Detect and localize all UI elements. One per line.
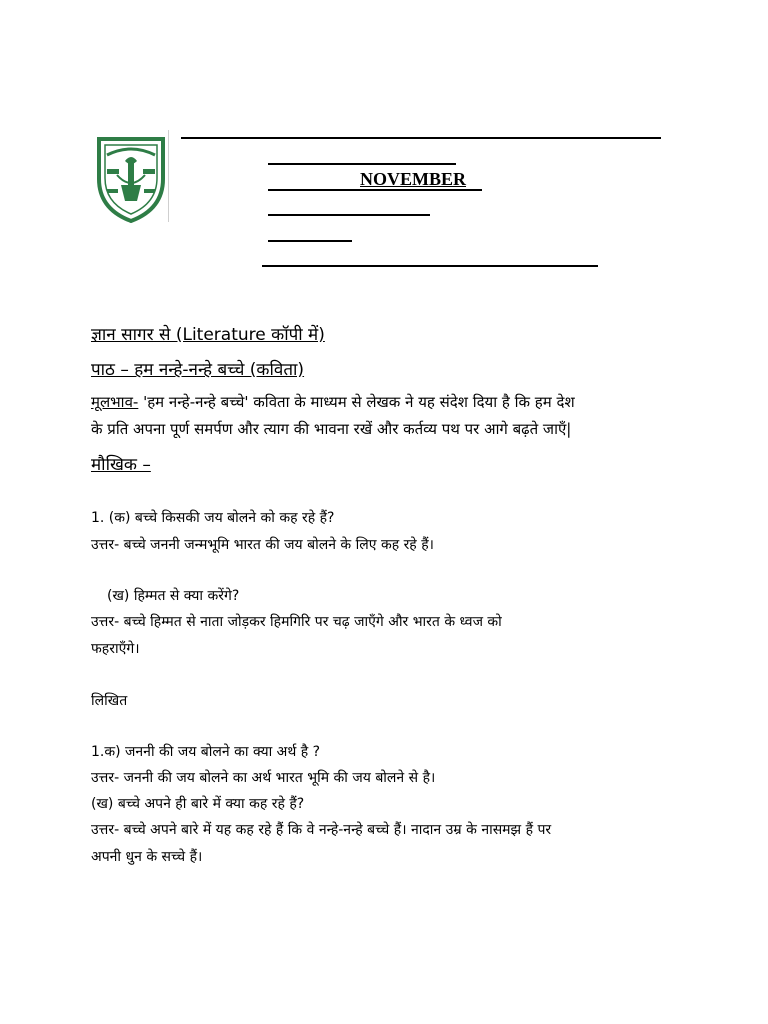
oral-answer-1a: उत्तर- बच्चे जननी जन्मभूमि भारत की जय बोलने के लिए कह रहे हैं। xyxy=(91,537,434,553)
source-title-text: ज्ञान सागर से (Literature कॉपी में) xyxy=(91,325,325,345)
school-crest-logo xyxy=(93,131,169,223)
logo-divider xyxy=(168,130,169,222)
header-rule-1 xyxy=(181,137,661,139)
header-rule-6 xyxy=(262,265,598,267)
oral-heading: मौखिक – xyxy=(91,455,151,475)
written-question-1b: (ख) बच्चे अपने ही बारे में क्या कह रहे हैं? xyxy=(91,796,305,812)
oral-answer-1b-line-2: फहराएँगे। xyxy=(91,641,140,657)
summary-text: 'हम नन्हे-नन्हे बच्चे' कविता के माध्यम से लेखक ने यह संदेश दिया है कि हम देश xyxy=(138,393,575,411)
oral-answer-1b-line-1: उत्तर- बच्चे हिम्मत से नाता जोड़कर हिमगिरि पर चढ़ जाएँगे और भारत के ध्वज को xyxy=(91,614,502,630)
written-heading: लिखित xyxy=(91,693,128,709)
lesson-title: पाठ – हम नन्हे-नन्हे बच्चे (कविता) xyxy=(91,360,305,380)
summary-label: मूलभाव- xyxy=(91,393,139,411)
oral-question-1a: 1. (क) बच्चे किसकी जय बोलने को कह रहे हैं? xyxy=(91,510,335,526)
header-rule-4 xyxy=(268,214,430,216)
source-title xyxy=(91,322,325,345)
written-answer-1b-line-1: उत्तर- बच्चे अपने बारे में यह कह रहे हैं कि वे नन्हे-नन्हे बच्चे हैं। नादान उम्र के नासमझ हैं पर xyxy=(91,822,552,838)
written-answer-1a: उत्तर- जननी की जय बोलने का अर्थ भारत भूमि की जय बोलने से है। xyxy=(91,770,436,786)
written-question-1a: 1.क) जननी की जय बोलने का क्या अर्थ है ? xyxy=(91,744,321,760)
header-rule-5 xyxy=(268,240,352,242)
written-answer-1b-line-2: अपनी धुन के सच्चे हैं। xyxy=(91,849,203,865)
month-label: NOVEMBER xyxy=(360,169,467,189)
summary-line-2: के प्रति अपना पूर्ण समर्पण और त्याग की भावना रखें और कर्तव्य पथ पर आगे बढ़ते जाएँ| xyxy=(91,420,572,438)
summary-line-1 xyxy=(91,392,575,412)
header-rule-2 xyxy=(268,163,456,165)
oral-question-1b: (ख) हिम्मत से क्या करेंगे? xyxy=(107,588,240,604)
